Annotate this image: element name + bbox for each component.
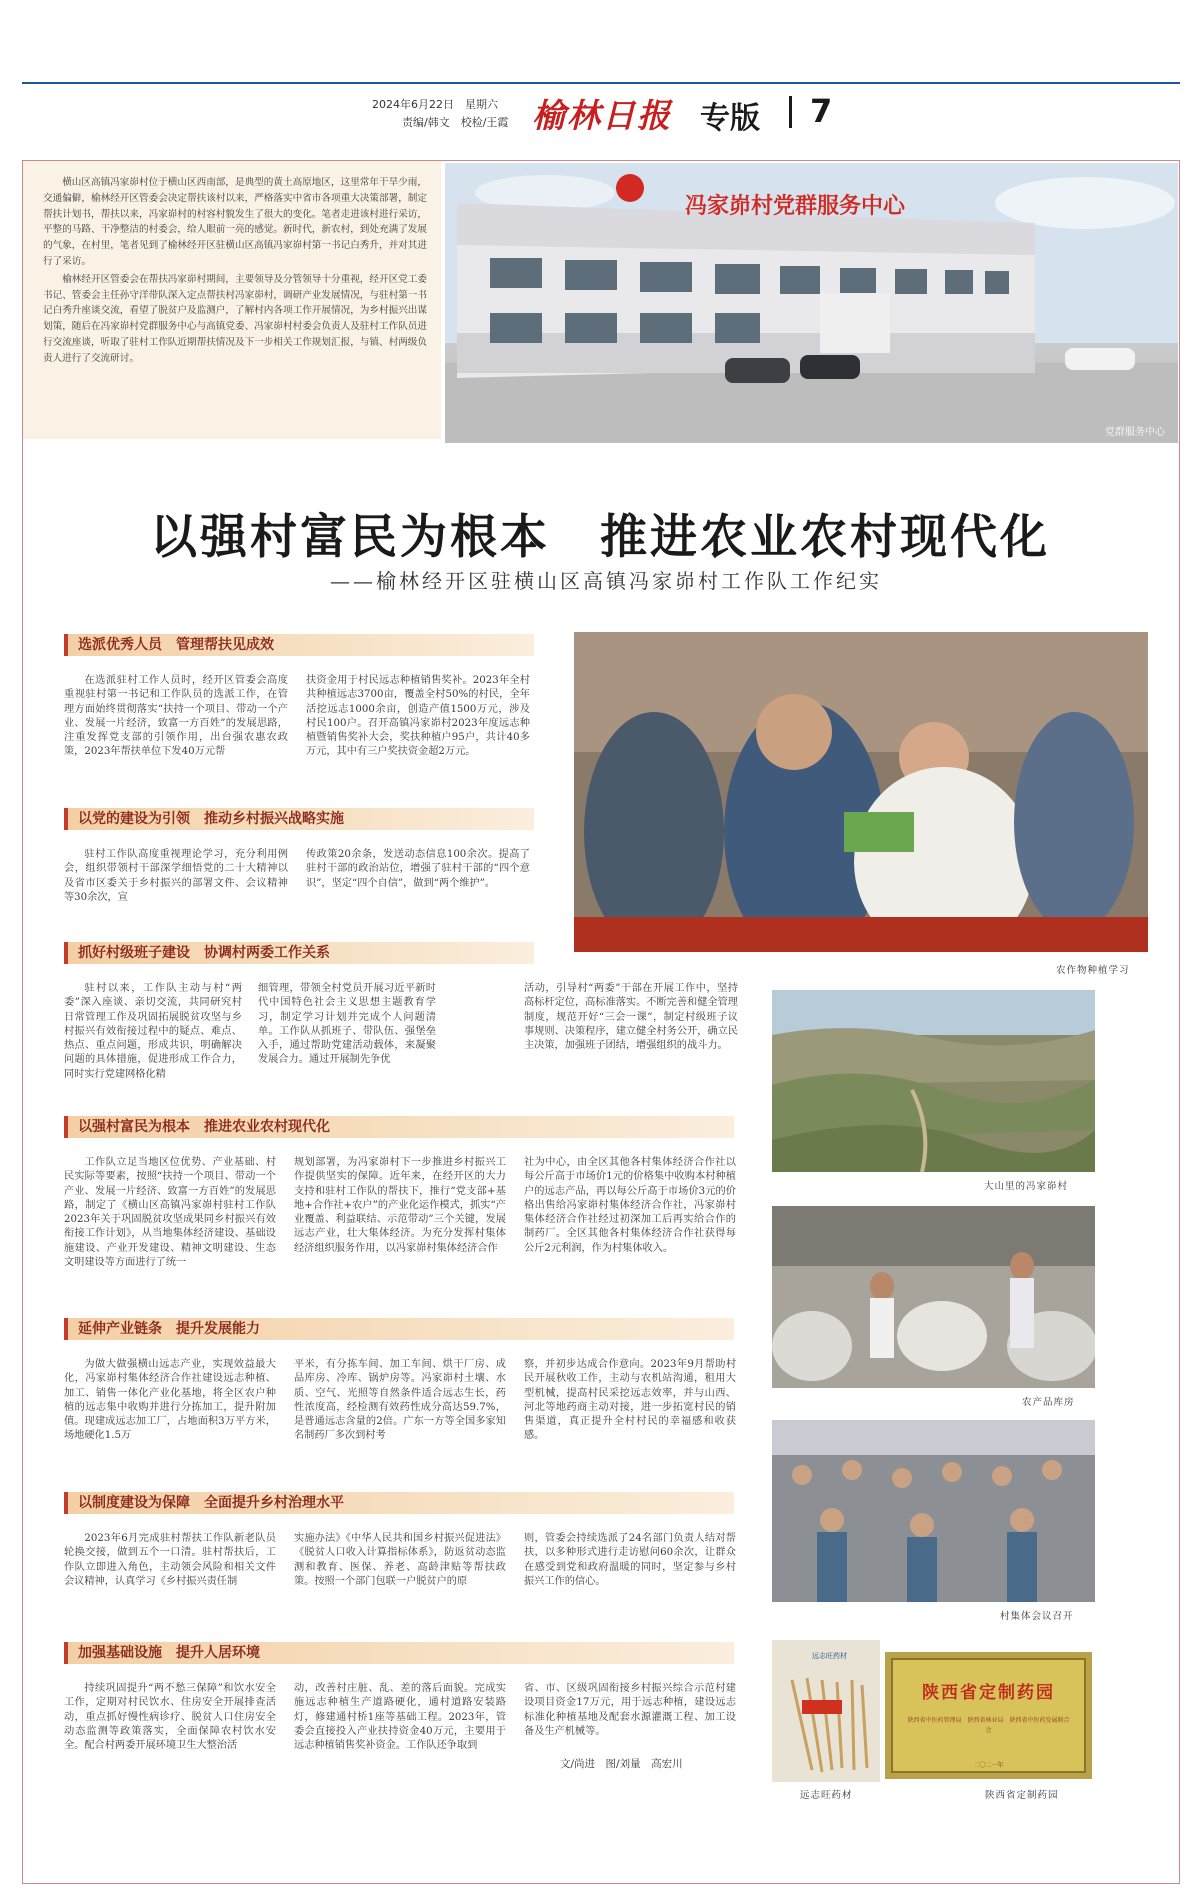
header-divider (789, 96, 792, 128)
section-column: 则，管委会持续选派了24名部门负责人结对帮扶，以多种形式进行走访慰问60余次，让群众在感受到党和政府温暖的同时，坚定参与乡村振兴工作的信心。 (524, 1533, 736, 1587)
section-name: 专版 (700, 101, 760, 136)
section-column: 驻村工作队高度重视理论学习，充分利用例会，组织带领村干部深学细悟党的二十大精神以及省市区委关于乡村振兴的部署文件、会议精神等30余次，宣 (64, 849, 288, 903)
page-number: 7 (810, 92, 833, 130)
section-column: 活动，引导村“两委”干部在开展工作中，坚持高标杆定位，高标准落实。不断完善和健全管理制度，规范开好“三会一课”，制定村级班子议事规则、决策程序，建立健全村务公开，确立民主决策，加强班子团结，增强组织的战斗力。 (524, 983, 738, 1052)
section-column: 传政策20余条，发送动态信息100余次。提高了驻村干部的政治站位，增强了驻村干部的“四个意识”，坚定“四个自信”，做到“两个维护”。 (306, 849, 530, 889)
section-column: 细管理，带领全村党员开展习近平新时代中国特色社会主义思想主题教育学习，制定学习计划并完成个人问题清单。工作队从抓班子、带队伍、强堡垒入手，通过帮助党建活动载体，来凝聚发展合力。通过开展制先争优 (258, 983, 436, 1066)
section-column: 为做大做强横山远志产业，实现效益最大化，冯家峁村集体经济合作社建设远志种植、加工、销售一体化产业化基地，将全区农户种植的远志集中收购并进行分拣加工，提升附加值。现建成远志加工厂，占地面积3万平方米，场地硬化1.5万 (64, 1359, 276, 1442)
intro-box (23, 161, 441, 439)
photo-caption: 农作物种植学习 (1056, 965, 1130, 976)
section-column: 实施办法》《中华人民共和国乡村振兴促进法》《脱贫人口收入计算指标体系》，防返贫动态监测和教育、医保、养老、高龄津贴等帮扶政策。按照一个部门包联一户脱贫户的原 (294, 1533, 506, 1587)
photo-caption: 农产品库房 (1022, 1397, 1075, 1408)
photo-caption: 陕西省定制药园 (985, 1790, 1059, 1801)
section-column: 社为中心，由全区其他各村集体经济合作社以每公斤高于市场价1元的价格集中收购本村种植户的远志产品，再以每公斤高于市场价3元的价格出售给冯家峁村集体经济合作社，冯家峁村集体经济合作社经过初深加工后再实给合作的制药厂。全区其他各村集体经济合作社获得每公斤2元利润，作为村集体收入。 (524, 1157, 736, 1254)
newspaper-masthead: 榆林日报 (532, 96, 672, 135)
section-title-bar: 以强村富民为根本 推进农业农村现代化 (64, 1116, 734, 1138)
section-column: 动，改善村庄脏、乱、差的落后面貌。完成实施远志种植生产道路硬化，通村道路安装路灯，修建通村桥1座等基础工程。2023年，管委会直接投入产业扶持资金40万元，主要用于远志种植销售奖补资金。工作队还争取到 (294, 1683, 506, 1752)
section-column: 在选派驻村工作人员时，经开区管委会高度重视驻村第一书记和工作队员的选派工作，在管理方面始终贯彻落实“扶持一个项目、带动一个产业、发展一片经济，致富一方百姓”的发展思路，注重发挥党支部的引领作用，出台强农惠农政策，2023年帮扶单位下发40万元帮 (64, 675, 288, 758)
issue-date: 2024年6月22日 星期六 (372, 98, 498, 111)
section-title-bar: 以党的建设为引领 推动乡村振兴战略实施 (64, 808, 534, 830)
editor-credits: 责编/韩文 校检/王霞 (402, 116, 509, 129)
placard-date: 二〇二一年 (973, 1762, 1004, 1769)
section-title-bar: 延伸产业链条 提升发展能力 (64, 1318, 734, 1340)
photo-village-landscape (772, 990, 1095, 1172)
section-column: 持续巩固提升“两不愁三保障”和饮水安全工作，定期对村民饮水、住房安全开展排查活动，重点抓好慢性病诊疗、脱贫人口住房安全动态监测等政策落实，全面保障农村饮水安全。配合村两委开展环境卫生大整治活 (64, 1683, 276, 1752)
section-title-bar: 以制度建设为保障 全面提升乡村治理水平 (64, 1492, 734, 1514)
herb-sign: 远志旺药材 (812, 1652, 847, 1660)
section-column: 驻村以来，工作队主动与村“两委”深入座谈、亲切交流，共同研究村日常管理工作及巩固拓展脱贫攻坚与乡村振兴有效衔接过程中的疑点、难点、热点、重点问题，形成共识，明确解决问题的具体措施，促进形成工作合力，同时实行党建网格化精 (64, 983, 242, 1080)
photo-medicine-garden-placard (885, 1652, 1092, 1779)
photo-caption: 大山里的冯家峁村 (984, 1181, 1069, 1192)
placard-issuers: 陕西省中医药管理局 陕西省林业局 陕西省中医药发展联合会 (907, 1717, 1070, 1734)
placard-title: 陕西省定制药园 (922, 1683, 1055, 1703)
section-column: 2023年6月完成驻村帮扶工作队新老队员轮换交接，做到五个一口清。驻村帮扶后，工作队立即进入角色，主动领会风险和相关文件会议精神，认真学习《乡村振兴责任制 (64, 1533, 276, 1587)
photo-service-center (445, 163, 1178, 443)
photo-caption: 村集体会议召开 (1000, 1611, 1074, 1622)
section-title-bar: 加强基础设施 提升人居环境 (64, 1642, 734, 1664)
photo-produce-warehouse (772, 1206, 1095, 1388)
intro-paragraph: 横山区高镇冯家峁村位于横山区西南部，是典型的黄土高原地区，这里常年干旱少雨，交通偏僻，榆林经开区管委会决定帮扶该村以来，严格落实中省市各项重大决策部署，制定帮扶计划书，帮扶以来，冯家峁村的村容村貌发生了很大的变化。笔者走进该村进行采访，平整的马路、干净整洁的村委会，给人眼前一亮的感觉。新时代，新农村，到处充满了发展的气象，在村里，笔者见到了榆林经开区驻横山区高镇冯家峁村第一书记白秀升，并对其进行了采访。 (43, 177, 427, 267)
photo-caption: 党群服务中心 (1105, 427, 1165, 438)
section-column: 省、市、区级巩固衔接乡村振兴综合示范村建设项目资金17万元，用于远志种植，建设远志标准化种植基地及配套水源灌溉工程、加工设备及生产机械等。 (524, 1683, 736, 1737)
photo-planting-study (574, 632, 1148, 952)
section-column: 察，并初步达成合作意向。2023年9月帮助村民开展秋收工作，主动与农机站沟通，租用大型机械，提高村民采挖远志效率，并与山西、河北等地药商主动对接，进一步拓宽村民的销售渠道，真正提升全村村民的幸福感和收获感。 (524, 1359, 736, 1442)
section-column: 平米，有分拣车间、加工车间、烘干厂房、成品库房、冷库、锅炉房等。冯家峁村土壤、水质、空气、光照等自然条件适合远志生长，药性浓度高，经检测有效药性成分高达59.7%，是普通远志含量的2倍。广东一方等全国多家知名制药厂多次到村考 (294, 1359, 506, 1442)
byline: 文/尚进 图/刘量 高宏川 (560, 1758, 683, 1770)
top-rule (22, 82, 1180, 84)
photo-collective-meeting (772, 1420, 1095, 1602)
section-column: 扶资金用于村民远志种植销售奖补。2023年全村共种植远志3700亩，覆盖全村50%的村民，全年活挖远志1000余亩，创造产值1500万元，涉及村民100户。召开高镇冯家峁村2023年度远志种植暨销售奖补大会，奖扶种植户95户，共计40多万元，其中有三户奖扶资金超2万元。 (306, 675, 530, 758)
sub-headline: ——榆林经开区驻横山区高镇冯家峁村工作队工作纪实 (330, 569, 882, 593)
photo-herb-material (772, 1640, 880, 1782)
section-title-bar: 抓好村级班子建设 协调村两委工作关系 (64, 942, 534, 964)
service-center-sign: 冯家峁村党群服务中心 (685, 194, 906, 219)
section-title-bar: 选派优秀人员 管理帮扶见成效 (64, 634, 534, 656)
section-column: 规划部署，为冯家峁村下一步推进乡村振兴工作提供坚实的保障。近年来，在经开区的大力支持和驻村工作队的帮扶下，推行“党支部+基地+合作社+农户”的产业化运作模式，抓实“产业覆盖、利益联结、示范带动”三个关键，发展远志产业，壮大集体经济。为充分发挥村集体经济组织服务作用，以冯家峁村集体经济合作 (294, 1157, 506, 1254)
photo-caption: 远志旺药材 (800, 1790, 853, 1801)
main-headline: 以强村富民为根本 推进农业农村现代化 (150, 510, 1050, 565)
section-column: 工作队立足当地区位优势、产业基础、村民实际等要素，按照“扶持一个项目、带动一个产业、发展一片经济、致富一方百姓”的发展思路，制定了《横山区高镇冯家峁村驻村工作队2023年关于巩固脱贫攻坚成果同乡村振兴有效衔接工作计划》，从当地集体经济建设、基础设施建设、产业开发建设、精神文明建设、生态文明建设等方面进行了统一 (64, 1157, 276, 1269)
intro-paragraph: 榆林经开区管委会在帮扶冯家峁村期间，主要领导及分管领导十分重视，经开区党工委书记、管委会主任孙守洋带队深入定点帮扶村冯家峁村，调研产业发展情况，与驻村第一书记白秀升座谈交流，看望了脱贫户及监测户，了解村内各项工作开展情况，为乡村振兴出谋划策，随后在冯家峁村党群服务中心与高镇党委、冯家峁村村委会负责人及驻村工作队员进行交流座谈，听取了驻村工作队近期帮扶情况及下一步相关工作规划汇报，与镇、村两级负责人进行了交流研讨。 (43, 273, 427, 364)
